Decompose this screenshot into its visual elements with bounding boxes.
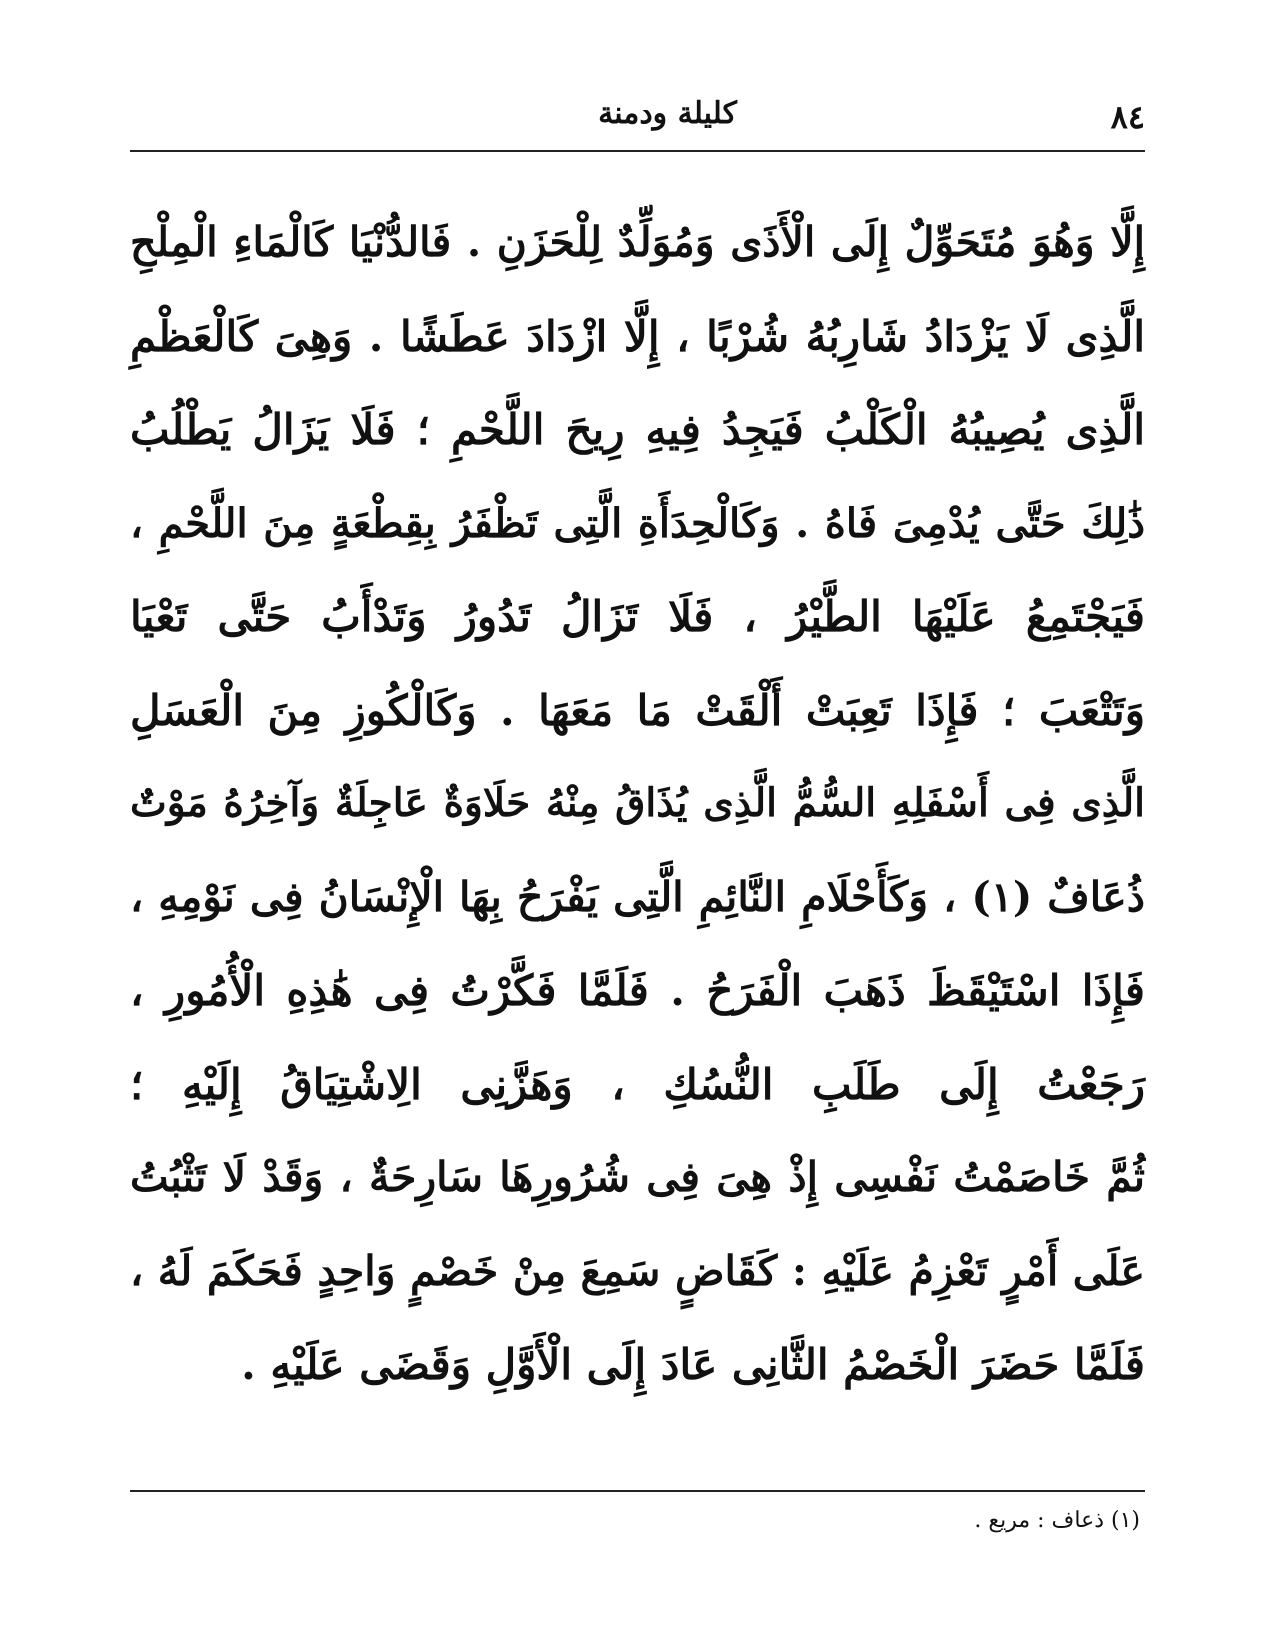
- footnote-rule: [130, 1490, 1145, 1492]
- text-line: رَجَعْتُ إِلَى طَلَبِ النُّسُكِ ، وَهَزَّنِى الِاشْتِيَاقُ إِلَيْهِ ؛: [130, 1059, 1145, 1109]
- text-line: ذُعَافٌ (١) ، وَكَأَحْلَامِ النَّائِمِ الَّتِى يَفْرَحُ بِهَا الْإِنْسَانُ فِى نَوْمِهِ ،: [130, 872, 1145, 921]
- text-line: فَإِذَا اسْتَيْقَظَ ذَهَبَ الْفَرَحُ . فَلَمَّا فَكَّرْتُ فِى هَٰذِهِ الْأُمُورِ ،: [130, 966, 1145, 1015]
- page-header: [130, 88, 1145, 140]
- header-rule: [130, 150, 1145, 152]
- text-line: ذَٰلِكَ حَتَّى يُدْمِىَ فَاهُ . وَكَالْحِدَأَةِ الَّتِى تَظْفَرُ بِقِطْعَةٍ مِنَ اللَّحْمِ ،: [130, 499, 1145, 547]
- text-line: فَيَجْتَمِعُ عَلَيْهَا الطَّيْرُ ، فَلَا تَزَالُ تَدُورُ وَتَدْأَبُ حَتَّى تَعْيَا: [130, 592, 1145, 641]
- text-line: ثُمَّ خَاصَمْتُ نَفْسِى إِذْ هِىَ فِى شُرُورِهَا سَارِحَةٌ ، وَقَدْ لَا تَثْبُتُ: [130, 1153, 1145, 1201]
- text-line: وَتَتْعَبَ ؛ فَإِذَا تَعِبَتْ أَلْقَتْ مَا مَعَهَا . وَكَالْكُوزِ مِنَ الْعَسَلِ: [130, 685, 1145, 735]
- text-line: فَلَمَّا حَضَرَ الْخَصْمُ الثَّانِى عَادَ إِلَى الْأَوَّلِ وَقَضَى عَلَيْهِ .: [241, 1340, 1145, 1389]
- text-line: عَلَى أَمْرٍ تَعْزِمُ عَلَيْهِ : كَقَاضٍ سَمِعَ مِنْ خَصْمٍ وَاحِدٍ فَحَكَمَ لَهُ ،: [130, 1246, 1145, 1295]
- page-number: ٨٤: [1110, 98, 1145, 136]
- text-line: إِلَّا وَهُوَ مُتَحَوِّلٌ إِلَى الْأَذَى وَمُوَلِّدٌ لِلْحَزَنِ . فَالدُّنْيَا كَالْمَاءِ الْمِلْحِ: [130, 218, 1145, 266]
- text-line: الَّذِى يُصِيبُهُ الْكَلْبُ فَيَجِدُ فِيهِ رِيحَ اللَّحْمِ ؛ فَلَا يَزَالُ يَطْلُبُ: [130, 405, 1145, 454]
- body-text: [130, 196, 1145, 1412]
- running-title: كليلة ودمنة: [598, 96, 737, 131]
- footnote: (١) ذعاف : مريع .: [974, 1508, 1140, 1533]
- text-line: الَّذِى لَا يَزْدَادُ شَارِبُهُ شُرْبًا ، إِلَّا ازْدَادَ عَطَشًا . وَهِىَ كَالْعَظْمِ: [130, 311, 1145, 361]
- text-line: الَّذِى فِى أَسْفَلِهِ السُّمُّ الَّذِى يُذَاقُ مِنْهُ حَلَاوَةٌ عَاجِلَةٌ وَآخِرُهُ مَوْتٌ: [130, 780, 1145, 826]
